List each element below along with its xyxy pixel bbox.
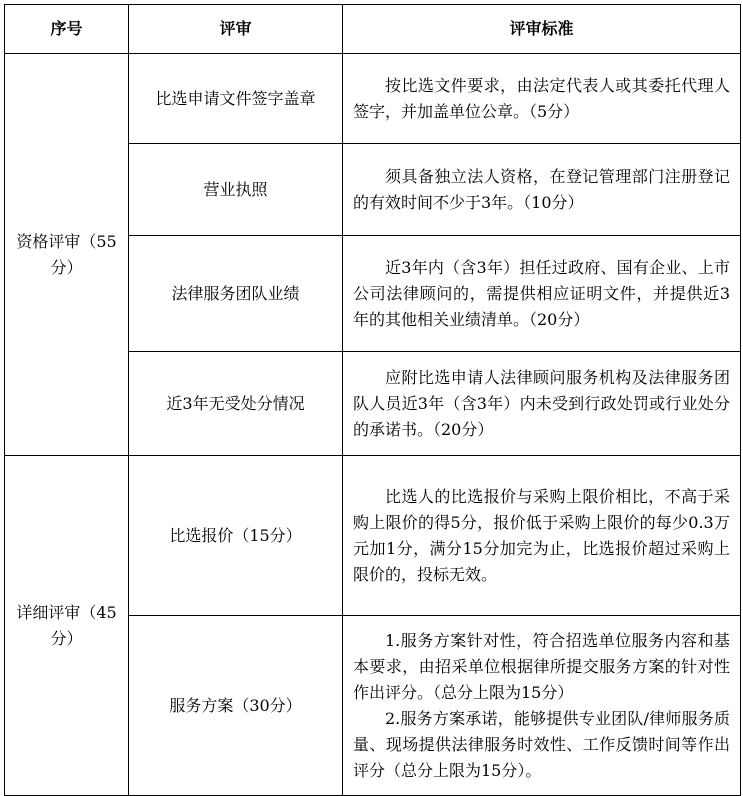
header-review: 评审: [129, 5, 343, 54]
table-row: [5, 456, 741, 616]
header-standard: 评审标准: [343, 5, 741, 54]
table-body: [5, 54, 741, 796]
criteria-paragraph: 须具备独立法人资格，在登记管理部门注册登记的有效时间不少于3年。（10分）: [353, 166, 730, 212]
evaluation-table: [4, 4, 741, 796]
review-item-cell: 服务方案（30分）: [129, 616, 343, 796]
category-cell: 资格评审（55分）: [5, 54, 129, 456]
review-item-cell: 比选申请文件签字盖章: [129, 54, 343, 144]
criteria-paragraph: 应附比选申请人法律顾问服务机构及法律服务团队人员近3年（含3年）内未受到行政处罚或行业处分的承诺书。（20分）: [353, 367, 730, 439]
criteria-paragraph: 1.服务方案针对性，符合招选单位服务内容和基本要求，由招采单位根据律所提交服务方案的针对性作出评分。（总分上限为15分）: [353, 630, 730, 702]
criteria-paragraph: 近3年内（含3年）担任过政府、国有企业、上市公司法律顾问的，需提供相应证明文件，并提供近3年的其他相关业绩清单。（20分）: [353, 257, 730, 329]
review-item-cell: 比选报价（15分）: [129, 456, 343, 616]
review-item-cell: 法律服务团队业绩: [129, 236, 343, 352]
criteria-cell: [343, 144, 741, 236]
review-item-cell: 营业执照: [129, 144, 343, 236]
criteria-cell: [343, 616, 741, 796]
table-row: [5, 54, 741, 144]
category-cell: 详细评审（45分）: [5, 456, 129, 796]
header-index: 序号: [5, 5, 129, 54]
review-item-cell: 近3年无受处分情况: [129, 352, 343, 456]
criteria-cell: [343, 352, 741, 456]
table-header-row: [5, 5, 741, 54]
criteria-cell: [343, 54, 741, 144]
criteria-cell: [343, 456, 741, 616]
criteria-paragraph: 比选人的比选报价与采购上限价相比，不高于采购上限价的得5分，报价低于采购上限价的每少0.3万元加1分，满分15分加完为止，比选报价超过采购上限价的，投标无效。: [353, 486, 730, 584]
criteria-paragraph: 2.服务方案承诺，能够提供专业团队/律师服务质量、现场提供法律服务时效性、工作反馈时间等作出评分（总分上限为15分）。: [353, 708, 730, 780]
criteria-paragraph: 按比选文件要求，由法定代表人或其委托代理人签字，并加盖单位公章。（5分）: [353, 75, 730, 121]
criteria-cell: [343, 236, 741, 352]
